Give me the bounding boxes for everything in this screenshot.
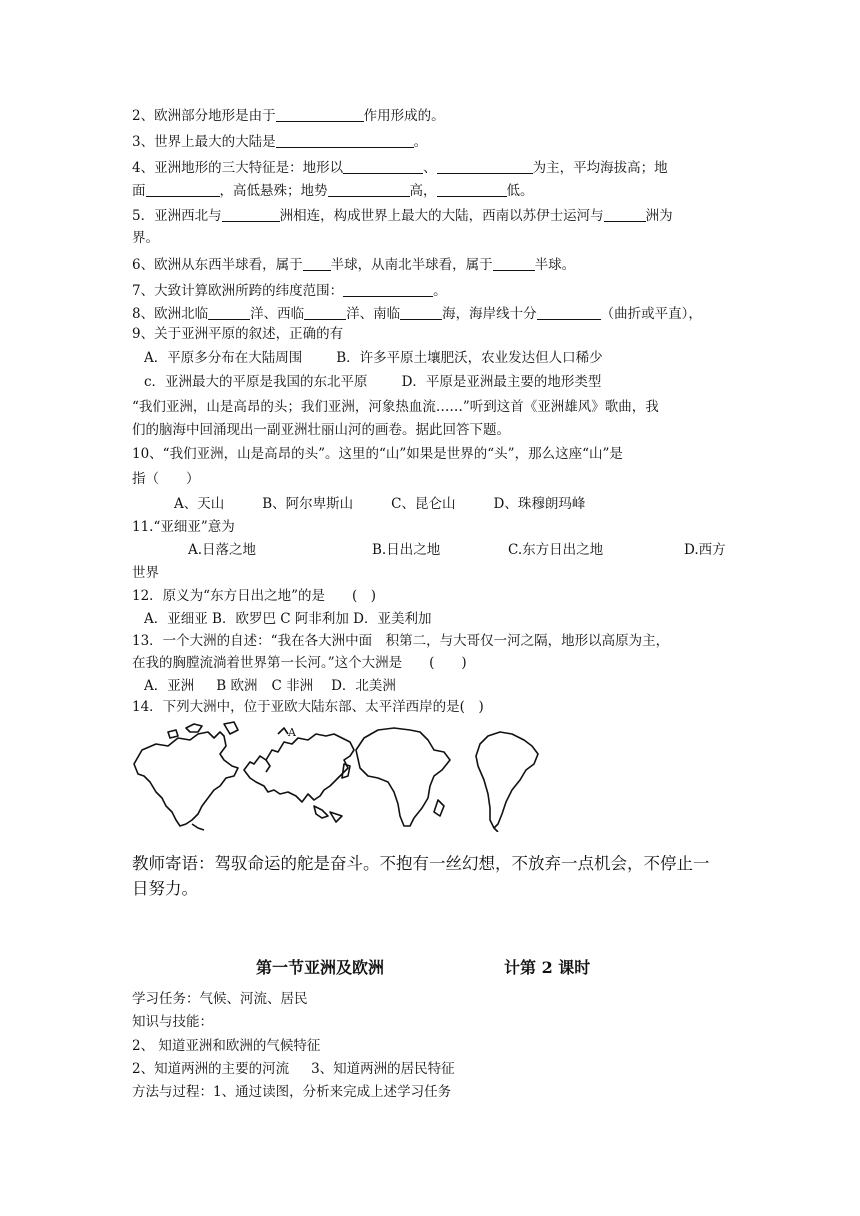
answer-blank[interactable] — [276, 134, 414, 148]
question-14-stem: 14．下列大洲中，位于亚欧大陆东部、太平洋西岸的是( ) — [132, 699, 484, 715]
learning-task: 学习任务：气候、河流、居民 — [132, 991, 308, 1007]
answer-blank[interactable] — [437, 183, 507, 197]
answer-blank[interactable] — [304, 306, 346, 320]
question-13-line-1: 13．一个大洲的自述：“我在各大洲中面 积第二，与大哥仅一河之隔，地形以高原为主， — [132, 633, 670, 649]
option-d[interactable]: D、珠穆朗玛峰 — [493, 496, 586, 512]
q11-option-b[interactable]: B.日出之地 — [372, 542, 441, 558]
question-13-line-2: 在我的胸膛流淌着世界第一长河。”这个大洲是 ( ) — [132, 655, 467, 671]
answer-blank[interactable] — [328, 183, 410, 197]
knowledge-items-2-3: 2、知道两洲的主要的河流 3、知道两洲的居民特征 — [132, 1061, 455, 1077]
teacher-motto-line-2: 日努力。 — [132, 879, 198, 898]
north-america-map — [134, 732, 238, 826]
option-a[interactable]: A、天山 — [174, 496, 225, 512]
answer-blank[interactable] — [493, 257, 535, 271]
question-7: 7、大致计算欧洲所跨的纬度范围： 。 — [132, 283, 447, 299]
answer-blank[interactable] — [343, 160, 423, 174]
knowledge-heading: 知识与技能： — [132, 1014, 213, 1030]
south-america-map — [476, 732, 538, 828]
question-12-options: A．亚细亚 B．欧罗巴 C 阿非利加 D．亚美利加 — [144, 611, 432, 627]
method-and-process: 方法与过程：1、通过读图，分析来完成上述学习任务 — [132, 1084, 452, 1100]
answer-blank[interactable] — [400, 306, 442, 320]
question-11-stem: 11.“亚细亚”意为 — [132, 519, 235, 535]
question-5-line-2: 界。 — [132, 230, 159, 246]
answer-blank[interactable] — [537, 306, 601, 320]
answer-blank[interactable] — [343, 283, 433, 297]
map-label-a: A — [288, 726, 296, 739]
teacher-motto-line-1: 教师寄语：驾驭命运的舵是奋斗。不抱有一丝幻想，不放弃一点机会，不停止一 — [132, 854, 710, 873]
question-4-line-1: 4、亚洲地形的三大特征是：地形以 、 为主，平均海拔高；地 — [132, 160, 668, 176]
question-3: 3、世界上最大的大陆是 。 — [132, 134, 428, 150]
question-13-options — [144, 677, 396, 695]
continent-outline-maps — [128, 720, 552, 832]
answer-blank[interactable] — [146, 183, 220, 197]
answer-blank[interactable] — [276, 108, 364, 122]
answer-blank[interactable] — [437, 160, 533, 174]
africa-map — [356, 728, 450, 826]
q11-option-c[interactable]: C.东方日出之地 — [508, 542, 604, 558]
lesson-period: 计第 2 课时 — [504, 958, 591, 977]
q11-option-d[interactable]: D.西方 — [684, 542, 726, 558]
option-b[interactable]: B、阿尔卑斯山 — [262, 496, 354, 512]
question-9-options-row-2: c．亚洲最大的平原是我国的东北平原 D．平原是亚洲最主要的地形类型 — [144, 374, 602, 390]
answer-blank[interactable] — [303, 257, 331, 271]
option-d[interactable]: D．北美洲 — [331, 678, 396, 694]
answer-blank[interactable] — [604, 208, 646, 222]
question-11-continued: 世界 — [132, 565, 159, 581]
passage-line-1: “我们亚洲，山是高昂的头；我们亚洲，河象热血流……”听到这首《亚洲雄风》歌曲，我 — [132, 399, 659, 415]
knowledge-item-1: 2、 知道亚洲和欧洲的气候特征 — [132, 1038, 321, 1054]
answer-blank[interactable] — [222, 208, 280, 222]
question-8: 8、欧洲北临 洋、西临 洋、南临 海，海岸线十分 （曲折或平直）， — [132, 306, 702, 322]
passage-line-2: 们的脑海中回涌现出一副亚洲壮丽山河的画卷。据此回答下题。 — [132, 422, 510, 438]
lesson-title: 第一节亚洲及欧洲 — [256, 958, 385, 977]
eurasia-map — [244, 734, 354, 802]
question-10-options — [174, 495, 585, 513]
option-c[interactable]: C 非洲 — [271, 678, 314, 694]
question-5-line-1: 5．亚洲西北与 洲相连，构成世界上最大的大陆，西南以苏伊士运河与 洲为 — [132, 208, 673, 224]
question-4-line-2: 面 ，高低悬殊；地势 高， 低。 — [132, 183, 534, 199]
option-c[interactable]: C、昆仑山 — [391, 496, 456, 512]
question-10-line-1: 10、“我们亚洲，山是高昂的头”。这里的“山”如果是世界的“头”，那么这座“山”是 — [132, 446, 623, 462]
question-10-line-2: 指（ ） — [132, 471, 200, 487]
option-a[interactable]: A．亚洲 — [144, 678, 195, 694]
question-12-stem: 12．原义为“东方日出之地”的是 ( ) — [132, 588, 377, 604]
question-6: 6、欧洲从东西半球看，属于 半球，从南北半球看，属于 半球。 — [132, 257, 576, 273]
question-2: 2、欧洲部分地形是由于 作用形成的。 — [132, 108, 445, 124]
answer-blank[interactable] — [208, 306, 250, 320]
question-9-options-row-1: A．平原多分布在大陆周围 B．许多平原土壤肥沃，农业发达但人口稀少 — [144, 350, 603, 366]
question-9-stem: 9、关于亚洲平原的叙述，正确的有 — [132, 326, 344, 342]
option-b[interactable]: B 欧洲 — [216, 678, 258, 694]
q11-option-a[interactable]: A.日落之地 — [188, 542, 257, 558]
